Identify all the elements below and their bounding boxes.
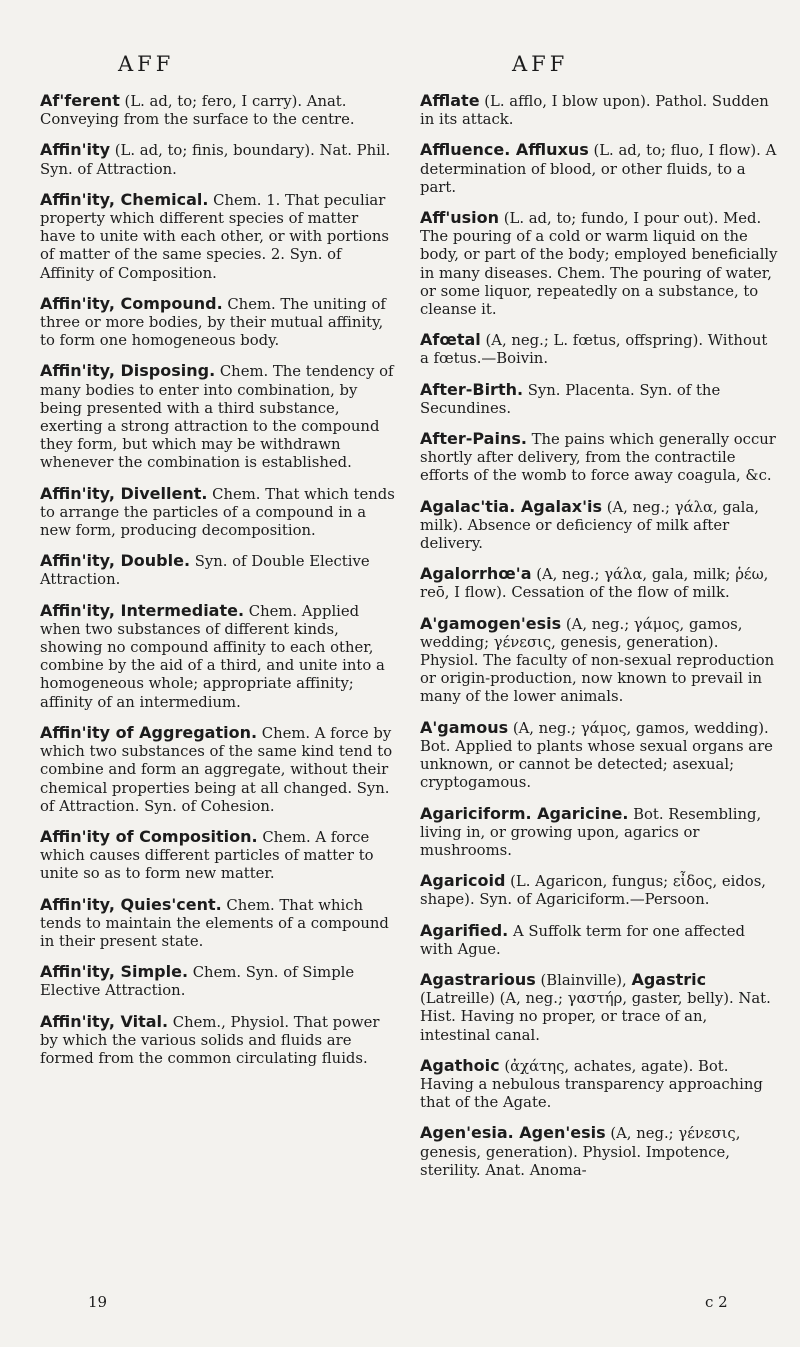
entry-headword: Aff'usion	[420, 208, 500, 228]
entry-headword: A'gamogen'esis	[420, 613, 562, 633]
entry-text: Chem., Physiol. That power by which the various solids and fluids are formed from the common circulating fluids.	[40, 1013, 380, 1067]
dictionary-entry	[40, 1013, 395, 1069]
entry-text: Chem. Applied when two substances of different kinds, showing no compound affinity to each other, combine by the aid of a third, and unite into a homogeneous whole; appropriate affinity; affinity of an intermedium.	[40, 602, 385, 711]
entry-headword: Agariciform. Agaricine.	[420, 803, 629, 823]
signature-mark: c 2	[705, 1293, 728, 1311]
entry-text: Chem. That which tends to maintain the elements of a compound in their present state.	[40, 896, 389, 950]
entry-headword: Affin'ity of Composition.	[40, 826, 258, 846]
entry-headword: Agalac'tia. Agalax'is	[420, 496, 603, 516]
entry-headword: Affin'ity, Intermediate.	[40, 600, 245, 620]
dictionary-entry	[420, 872, 780, 909]
entry-text: The pains which generally occur shortly after delivery, from the contractile efforts of the womb to force away coagula, &c.	[420, 431, 776, 485]
entry-text: (A, neg.; γάλα, gala, milk). Absence or deficiency of milk after delivery.	[420, 498, 759, 553]
entry-headword: Af'ferent	[40, 91, 120, 110]
entry-headword: Agen'esia. Agen'esis	[420, 1123, 606, 1143]
entry-headword: Agaricoid	[420, 871, 506, 891]
entry-text: Chem. A force by which two substances of the same kind tend to combine and form an aggregate, without their chemical properties being at all changed. Syn. of Attraction. Syn. of Cohesion.	[40, 724, 393, 815]
entry-headword: After-Pains.	[420, 429, 527, 449]
entry-text: (A, neg.; γάμος, gamos, wedding; γένεσις, genesis, generation). Physiol. The faculty of non-sexual reproduction or origin-production, now known to prevail in many of the lower animals.	[420, 615, 775, 706]
dictionary-entry	[420, 141, 780, 197]
dictionary-entry	[420, 381, 780, 418]
dictionary-entry	[420, 615, 780, 707]
dictionary-entry	[420, 922, 780, 959]
entry-headword: Affin'ity, Simple.	[40, 962, 189, 982]
entry-headword: Affin'ity, Chemical.	[40, 189, 209, 209]
entry-text: (A, neg.; L. fœtus, offspring). Without a fœtus.—Boivin.	[420, 332, 768, 368]
entry-text: Syn. of Double Elective Attraction.	[40, 553, 370, 589]
entry-text: (L. ad, to; fero, I carry). Anat. Conveying from the surface to the centre.	[40, 93, 355, 129]
entry-headword: Affin'ity, Double.	[40, 551, 191, 571]
dictionary-entry	[40, 602, 395, 712]
entry-text: (Latreille) (A, neg.; γαστήρ, gaster, belly). Nat. Hist. Having no proper, or trace of an, intestinal canal.	[420, 990, 771, 1044]
entry-text: Chem. The tendency of many bodies to enter into combination, by being presented with a third substance, exerting a strong attraction to the compound they form, but which may be withdrawn whenever the combination is established.	[40, 363, 394, 472]
entry-text: (A, neg.; γένεσις, genesis, generation). Physiol. Impotence, sterility. Anat. Anoma-	[420, 1125, 741, 1179]
dictionary-entry	[40, 896, 395, 952]
dictionary-entry	[420, 719, 780, 793]
entry-text: Bot. Resembling, living in, or growing upon, agarics or mushrooms.	[420, 805, 762, 859]
right-column	[420, 92, 780, 1192]
entry-text: (L. ad, to; fundo, I pour out). Med. The pouring of a cold or warm liquid on the body, or part of the body; employed beneficially in many diseases. Chem. The pouring of water, or some liquor, repeatedly on a substance, to cleanse it.	[420, 210, 778, 319]
dictionary-entry	[40, 724, 395, 816]
running-head-left: AFF	[118, 52, 175, 76]
entry-headword: Afflate	[420, 91, 480, 110]
dictionary-entry	[420, 565, 780, 602]
entry-headword: Agastric	[631, 969, 707, 989]
dictionary-entry	[40, 191, 395, 283]
entry-text: Chem. That which tends to arrange the particles of a compound in a new form, producing decomposition.	[40, 485, 395, 540]
dictionary-entry	[420, 971, 780, 1045]
entry-headword: Affin'ity of Aggregation.	[40, 722, 258, 742]
entry-headword: Affin'ity, Divellent.	[40, 483, 208, 503]
entry-headword: After-Birth.	[420, 379, 524, 399]
entry-text: Chem. 1. That peculiar property which different species of matter have to unite with each other, or with portions of matter of the same species. 2. Syn. of Affinity of Composition.	[40, 191, 390, 282]
entry-headword: Agathoic	[420, 1055, 500, 1075]
entry-text: (Blainville),	[535, 971, 632, 989]
left-column	[40, 92, 395, 1080]
entry-text: (L. Agaricon, fungus; εἶδος, eidos, shape). Syn. of Agariciform.—Persoon.	[420, 873, 767, 909]
entry-text: (ἀχάτης, achates, agate). Bot. Having a nebulous transparency approaching that of the Agate.	[420, 1057, 763, 1112]
entry-text: (L. afflo, I blow upon). Pathol. Sudden in its attack.	[420, 93, 769, 129]
entry-text: (L. ad, to; fluo, I flow). A determination of blood, or other fluids, to a part.	[420, 142, 777, 196]
entry-headword: Affin'ity, Vital.	[40, 1011, 169, 1031]
dictionary-entry	[40, 141, 395, 178]
dictionary-entry	[420, 1124, 780, 1180]
dictionary-entry	[40, 552, 395, 589]
entry-headword: Affin'ity, Quies'cent.	[40, 894, 222, 914]
entry-headword: Agalorrhœ'a	[420, 564, 532, 584]
page-number: 19	[88, 1293, 108, 1311]
entry-headword: Affin'ity, Disposing.	[40, 361, 216, 381]
entry-text: Syn. Placenta. Syn. of the Secundines.	[420, 381, 721, 417]
entry-text: (A, neg.; γάμος, gamos, wedding). Bot. Applied to plants whose sexual organs are unknown, or cannot be detected; asexual; cryptogamous.	[420, 719, 773, 792]
dictionary-entry	[40, 295, 395, 351]
dictionary-entry	[420, 331, 780, 368]
dictionary-entry	[40, 92, 395, 129]
entry-headword: A'gamous	[420, 717, 509, 737]
dictionary-entry	[40, 963, 395, 1000]
entry-headword: Agastrarious	[420, 969, 536, 989]
entry-headword: Affin'ity	[40, 140, 111, 160]
dictionary-entry	[420, 805, 780, 861]
entry-headword: Affluence. Affluxus	[420, 140, 589, 160]
dictionary-entry	[420, 430, 780, 486]
dictionary-entry	[420, 92, 780, 129]
entry-text: Chem. A force which causes different particles of matter to unite so as to form new matter.	[40, 828, 374, 883]
entry-text: Chem. The uniting of three or more bodies, by their mutual affinity, to form one homogeneous body.	[40, 295, 386, 350]
entry-headword: Affin'ity, Compound.	[40, 293, 223, 313]
dictionary-entry	[420, 209, 780, 319]
entry-text: Chem. Syn. of Simple Elective Attraction.	[40, 964, 355, 1000]
dictionary-entry	[40, 485, 395, 541]
entry-text: (L. ad, to; finis, boundary). Nat. Phil. Syn. of Attraction.	[40, 142, 391, 178]
dictionary-entry	[420, 1057, 780, 1113]
running-head-right: AFF	[512, 52, 569, 76]
entry-headword: Agarified.	[420, 920, 509, 940]
dictionary-entry	[40, 362, 395, 472]
entry-text: A Suffolk term for one affected with Ague.	[420, 922, 745, 958]
dictionary-entry	[40, 828, 395, 884]
entry-headword: Afœtal	[420, 330, 481, 350]
dictionary-entry	[420, 498, 780, 554]
entry-text: (A, neg.; γάλα, gala, milk; ῥέω, reō, I flow). Cessation of the flow of milk.	[420, 566, 769, 602]
